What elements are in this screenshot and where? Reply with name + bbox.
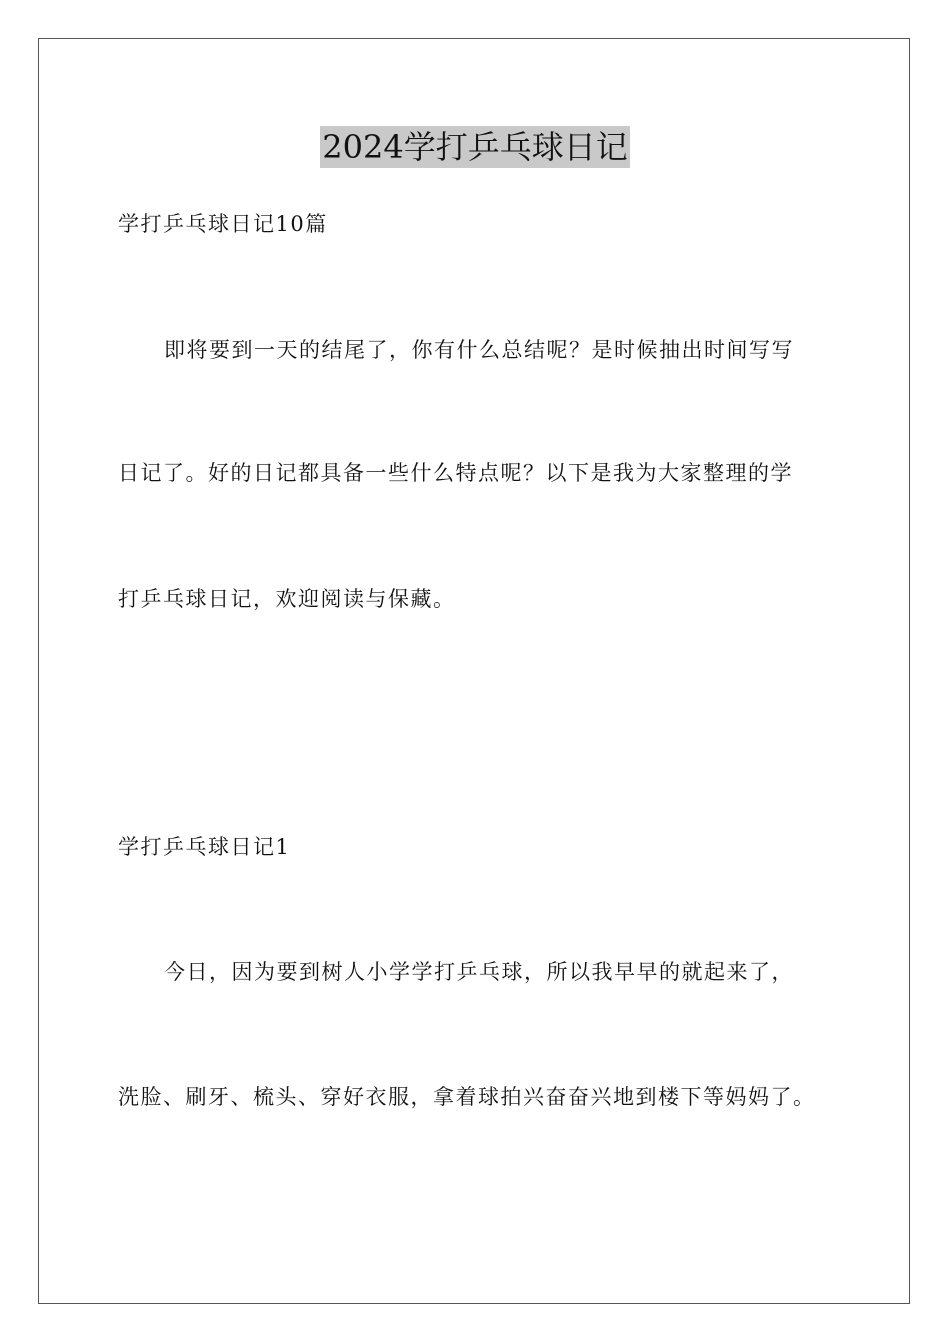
intro-line-1: 即将要到一天的结尾了，你有什么总结呢？是时候抽出时间写写 bbox=[164, 338, 794, 362]
document-subtitle: 学打乒乓球日记10篇 bbox=[118, 212, 328, 236]
document-title: 2024学打乒乓球日记 bbox=[322, 128, 628, 166]
title-container bbox=[0, 126, 950, 168]
section-heading: 学打乒乓球日记1 bbox=[118, 835, 291, 859]
intro-line-3: 打乒乓球日记，欢迎阅读与保藏。 bbox=[118, 587, 456, 611]
intro-line-2: 日记了。好的日记都具备一些什么特点呢？以下是我为大家整理的学 bbox=[118, 461, 793, 485]
body-line-2: 洗脸、刷牙、梳头、穿好衣服，拿着球拍兴奋奋兴地到楼下等妈妈了。 bbox=[118, 1085, 816, 1109]
body-line-1: 今日，因为要到树人小学学打乒乓球，所以我早早的就起来了， bbox=[164, 960, 794, 984]
